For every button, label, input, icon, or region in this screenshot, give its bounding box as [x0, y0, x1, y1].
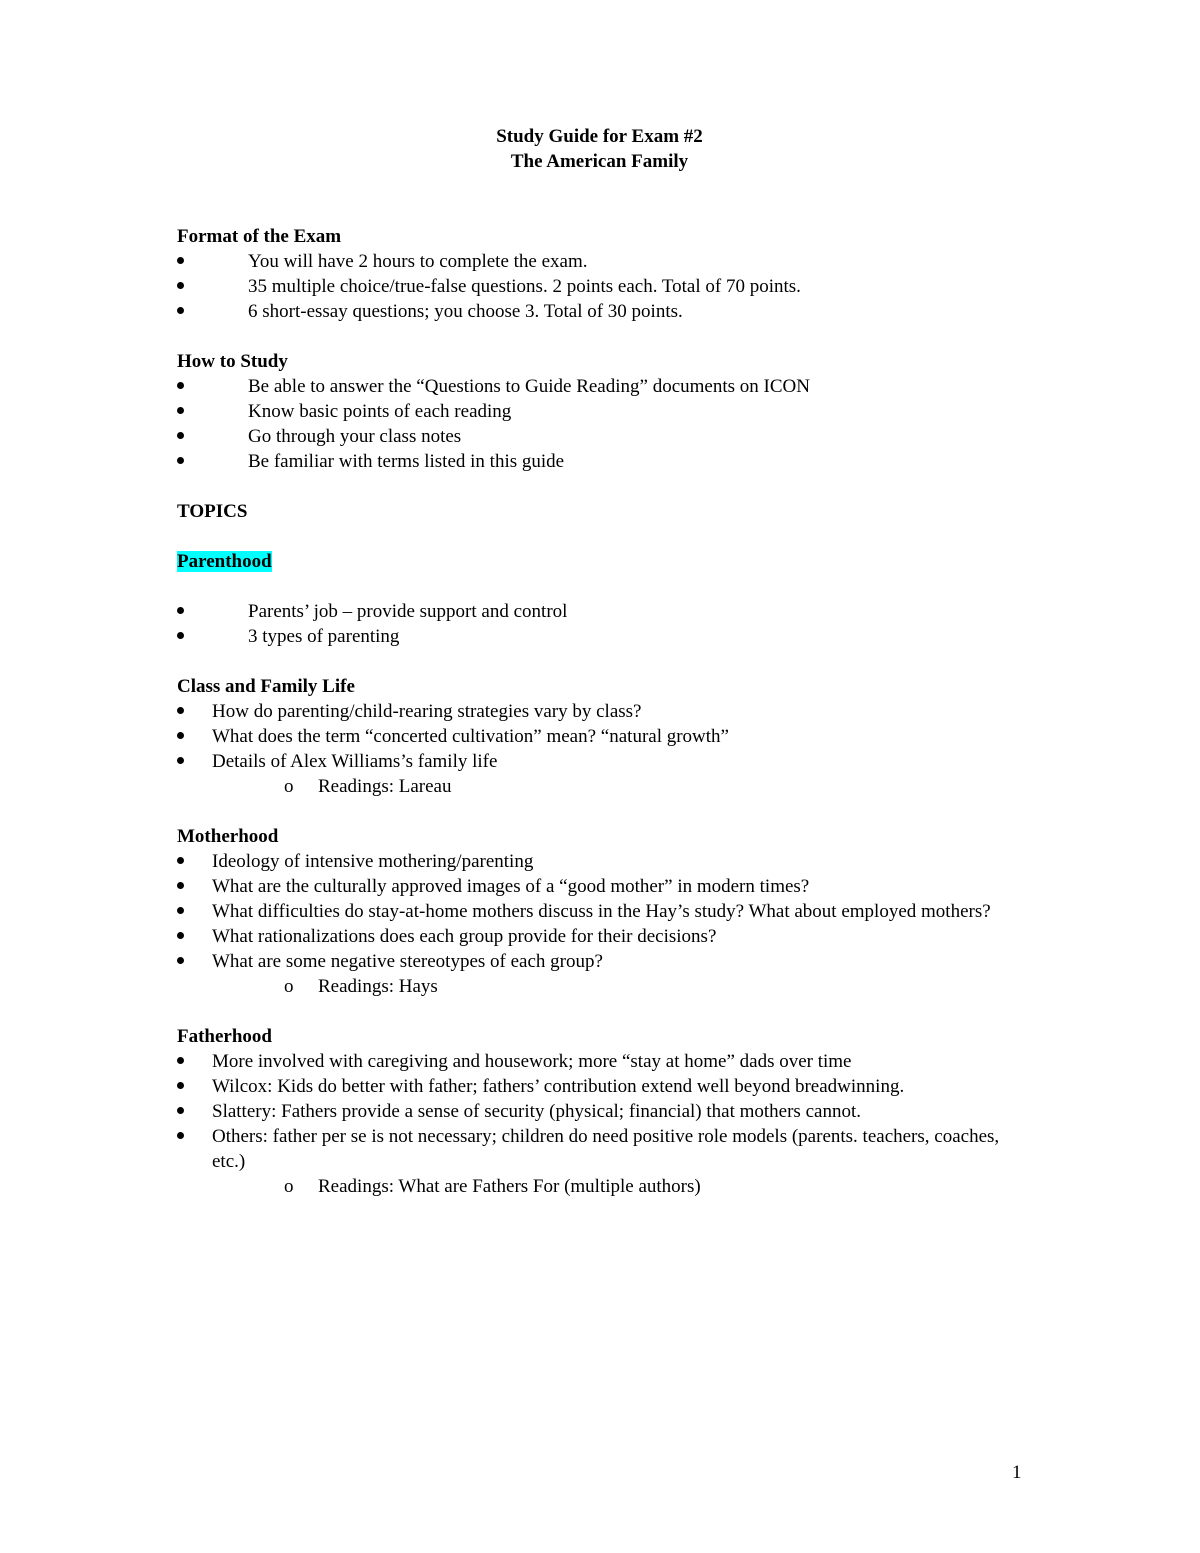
document-subtitle: The American Family [510, 151, 689, 172]
reading-line: o Readings: Lareau [284, 776, 452, 797]
document-title: Study Guide for Exam #2 [496, 126, 703, 147]
highlighted-text: Parenthood [177, 551, 272, 572]
list-item: 6 short-essay questions; you choose 3. Total of 30 points. [248, 301, 683, 322]
parenthood-heading [177, 549, 1037, 574]
list-item: More involved with caregiving and housework; more “stay at home” dads over time [212, 1051, 852, 1072]
list-item: What are the culturally approved images of a “good mother” in modern times? [212, 876, 810, 897]
list-item: 3 types of parenting [248, 626, 400, 647]
page-number: 1 [1012, 1462, 1022, 1483]
list-item: Details of Alex Williams’s family life [212, 751, 498, 772]
list-item: You will have 2 hours to complete the exam. [248, 251, 588, 272]
motherhood-heading: Motherhood [177, 826, 279, 847]
list-item: How do parenting/child-rearing strategies vary by class? [212, 701, 642, 722]
list-item: Ideology of intensive mothering/parenting [212, 851, 534, 872]
reading-line: o Readings: Hays [284, 976, 438, 997]
list-item: What difficulties do stay-at-home mothers discuss in the Hay’s study? What about employed mothers? [212, 901, 991, 922]
format-heading: Format of the Exam [177, 226, 342, 247]
list-item: Parents’ job – provide support and control [248, 601, 568, 622]
list-item: Know basic points of each reading [248, 401, 512, 422]
sub-bullet-icon: o [284, 976, 294, 997]
list-item: Slattery: Fathers provide a sense of security (physical; financial) that mothers cannot. [212, 1101, 861, 1122]
reading-line: o Readings: What are Fathers For (multiple authors) [284, 1176, 701, 1197]
list-item: Be familiar with terms listed in this guide [248, 451, 565, 472]
list-item: Wilcox: Kids do better with father; fathers’ contribution extend well beyond breadwinning. [212, 1076, 905, 1097]
class-family-heading: Class and Family Life [177, 676, 355, 697]
parenthood-list [177, 599, 1037, 649]
list-item: What does the term “concerted cultivation” mean? “natural growth” [212, 726, 729, 747]
list-item: Go through your class notes [248, 426, 462, 447]
sub-bullet-icon: o [284, 776, 294, 797]
list-item: Others: father per se is not necessary; children do need positive role models (parents. teachers, coaches, etc.) [212, 1126, 1000, 1172]
study-list [177, 374, 1037, 474]
document-page [177, 124, 1037, 1199]
fatherhood-list [177, 1049, 1037, 1174]
fatherhood-heading: Fatherhood [177, 1026, 272, 1047]
list-item: What rationalizations does each group provide for their decisions? [212, 926, 717, 947]
topics-heading: TOPICS [177, 501, 248, 522]
class-family-list [177, 699, 1037, 774]
list-item: 35 multiple choice/true-false questions. 2 points each. Total of 70 points. [248, 276, 801, 297]
sub-bullet-icon: o [284, 1176, 294, 1197]
motherhood-list [177, 849, 1037, 974]
format-list [177, 249, 1037, 324]
study-heading: How to Study [177, 351, 288, 372]
list-item: What are some negative stereotypes of each group? [212, 951, 603, 972]
list-item: Be able to answer the “Questions to Guide Reading” documents on ICON [248, 376, 810, 397]
